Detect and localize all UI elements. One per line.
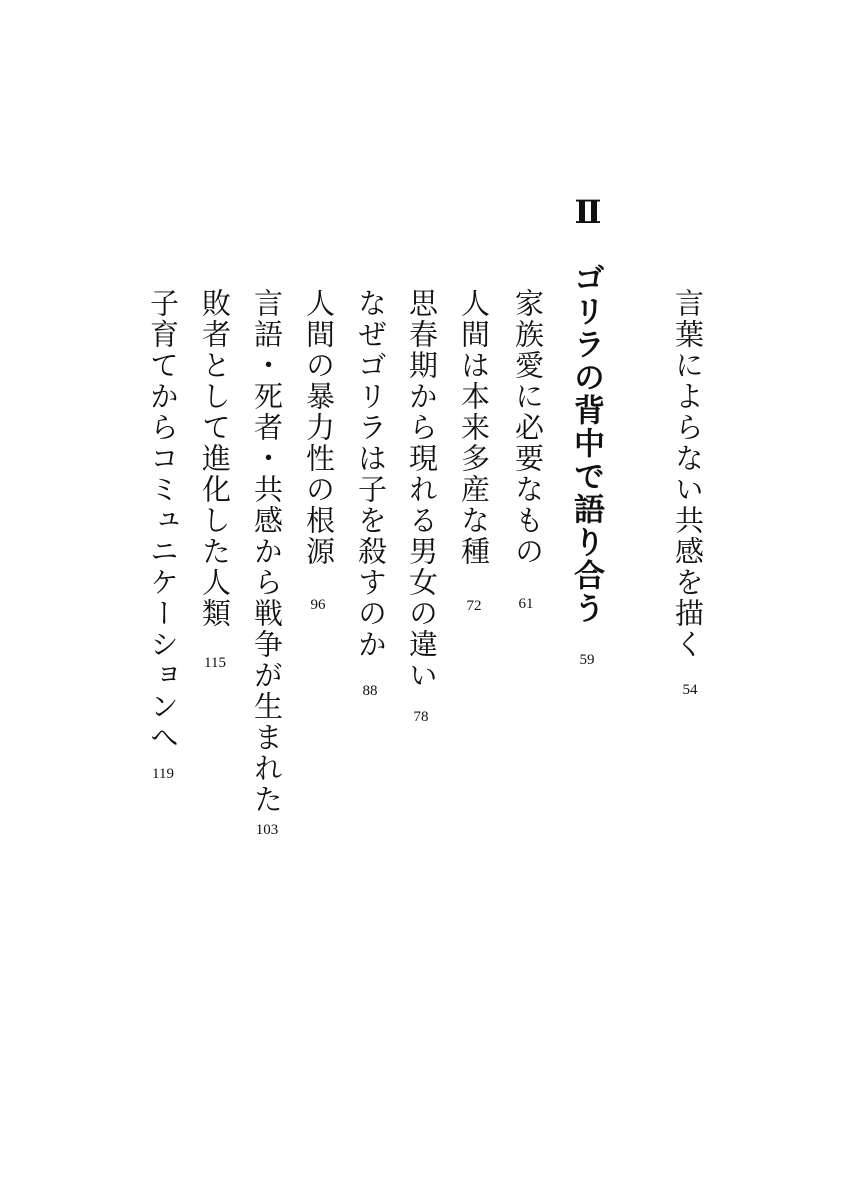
toc-entry-8-title: 子育てからコミュニケーションへ <box>146 288 180 753</box>
toc-entry-4-title: なぜゴリラは子を殺すのか <box>354 288 388 660</box>
toc-entry-5-title: 人間の暴力性の根源 <box>302 288 336 567</box>
toc-entry-prev-page: 54 <box>682 682 698 698</box>
part-number: Ⅱ <box>574 194 602 230</box>
toc-entry-2-page: 72 <box>466 598 482 614</box>
toc-entry-prev-title: 言葉によらない共感を描く <box>671 288 705 660</box>
toc-entry-3-title: 思春期から現れる男女の違い <box>405 288 439 691</box>
toc-entry-5-page: 96 <box>310 597 326 613</box>
part-title: ゴリラの背中で語り合う <box>568 262 604 625</box>
toc-entry-6-page: 103 <box>255 822 279 838</box>
toc-entry-2-title: 人間は本来多産な種 <box>457 288 491 567</box>
toc-entry-1-title: 家族愛に必要なもの <box>511 288 545 567</box>
part-title-page: 59 <box>579 652 595 668</box>
toc-entry-4-page: 88 <box>362 683 378 699</box>
toc-entry-1-page: 61 <box>518 596 534 612</box>
toc-entry-7-page: 115 <box>204 655 226 671</box>
toc-entry-3-page: 78 <box>413 709 429 725</box>
toc-entry-7-title: 敗者として進化した人類 <box>198 288 232 629</box>
toc-entry-8-page: 119 <box>152 766 174 782</box>
toc-entry-6-title: 言語・死者・共感から戦争が生まれた <box>250 288 284 815</box>
